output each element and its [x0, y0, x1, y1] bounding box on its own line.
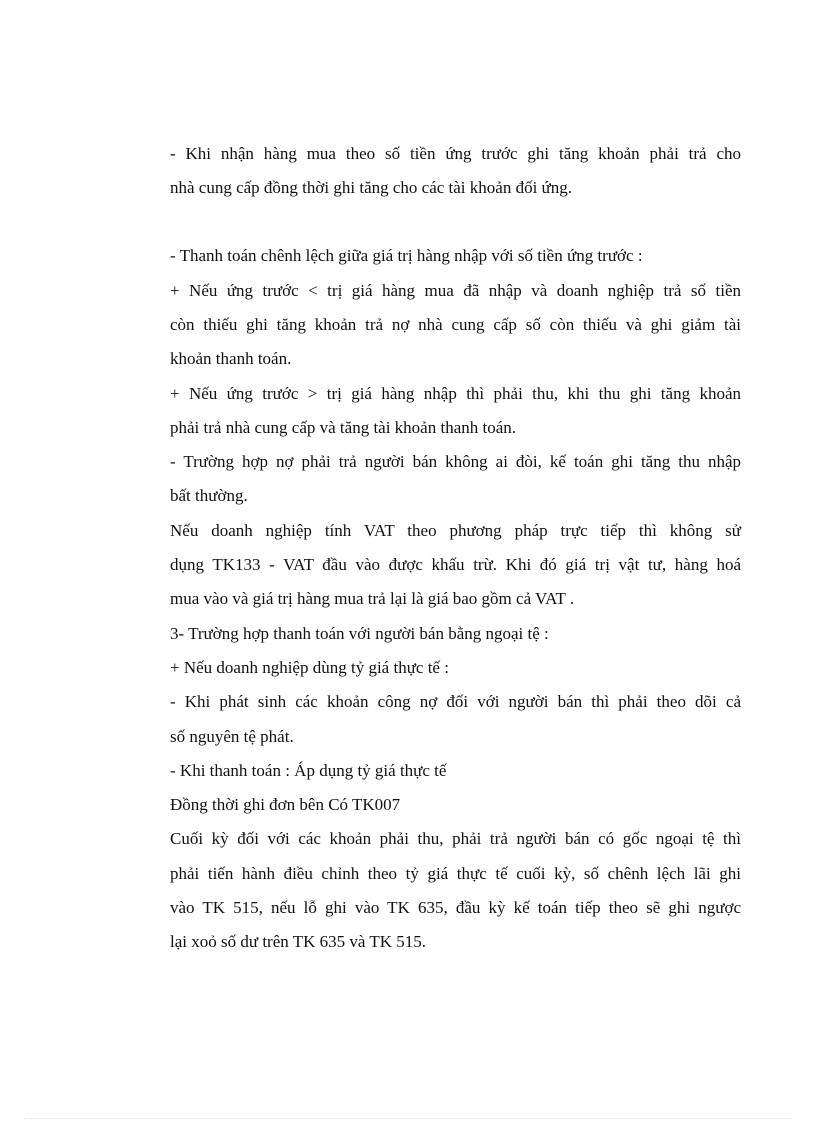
paragraph-line: - Thanh toán chênh lệch giữa giá trị hàng nhập với số tiền ứng trước :	[170, 246, 643, 265]
paragraph-line: + Nếu ứng trước > trị giá hàng nhập thì phải thu, khi thu ghi tăng khoản	[170, 384, 741, 403]
paragraph-line: + Nếu doanh nghiệp dùng tỷ giá thực tế :	[170, 658, 449, 677]
paragraph-line: Đồng thời ghi đơn bên Có TK007	[170, 795, 401, 814]
paragraph-line: 3- Trường hợp thanh toán với người bán bằng ngoại tệ :	[170, 624, 549, 643]
paragraph-line: vào TK 515, nếu lỗ ghi vào TK 635, đầu kỳ kế toán tiếp theo sẽ ghi ngược	[170, 898, 741, 917]
paragraph-line: Cuối kỳ đối với các khoản phải thu, phải trả người bán có gốc ngoại tệ thì	[170, 829, 741, 848]
paragraph-line: khoản thanh toán.	[170, 349, 292, 368]
paragraph-line: - Trường hợp nợ phải trả người bán không ai đòi, kế toán ghi tăng thu nhập	[170, 452, 741, 471]
paragraph-line: còn thiếu ghi tăng khoản trả nợ nhà cung cấp số còn thiếu và ghi giảm tài	[170, 315, 741, 334]
page-bottom-divider	[24, 1118, 792, 1119]
paragraph-line: phải tiến hành điều chỉnh theo tỷ giá thực tế cuối kỳ, số chênh lệch lãi ghi	[170, 864, 741, 883]
paragraph-line: phải trả nhà cung cấp và tăng tài khoản thanh toán.	[170, 418, 517, 437]
paragraph-line: nhà cung cấp đồng thời ghi tăng cho các tài khoản đối ứng.	[170, 178, 573, 197]
paragraph-line: lại xoỏ số dư trên TK 635 và TK 515.	[170, 932, 427, 951]
paragraph-line: + Nếu ứng trước < trị giá hàng mua đã nhập và doanh nghiệp trả số tiền	[170, 281, 741, 300]
paragraph-line: mua vào và giá trị hàng mua trả lại là giá bao gồm cả VAT .	[170, 589, 575, 608]
paragraph-line: - Khi phát sinh các khoản công nợ đối với người bán thì phải theo dõi cả	[170, 692, 741, 711]
paragraph-line: số nguyên tệ phát.	[170, 727, 294, 746]
paragraph-line: bất thường.	[170, 486, 248, 505]
paragraph-line: dụng TK133 - VAT đầu vào được khấu trừ. Khi đó giá trị vật tư, hàng hoá	[170, 555, 741, 574]
paragraph-line: Nếu doanh nghiệp tính VAT theo phương pháp trực tiếp thì không sử	[170, 521, 741, 540]
paragraph-line: - Khi nhận hàng mua theo số tiền ứng trước ghi tăng khoản phải trả cho	[170, 144, 741, 163]
paragraph-line: - Khi thanh toán : Áp dụng tỷ giá thực tế	[170, 761, 447, 780]
